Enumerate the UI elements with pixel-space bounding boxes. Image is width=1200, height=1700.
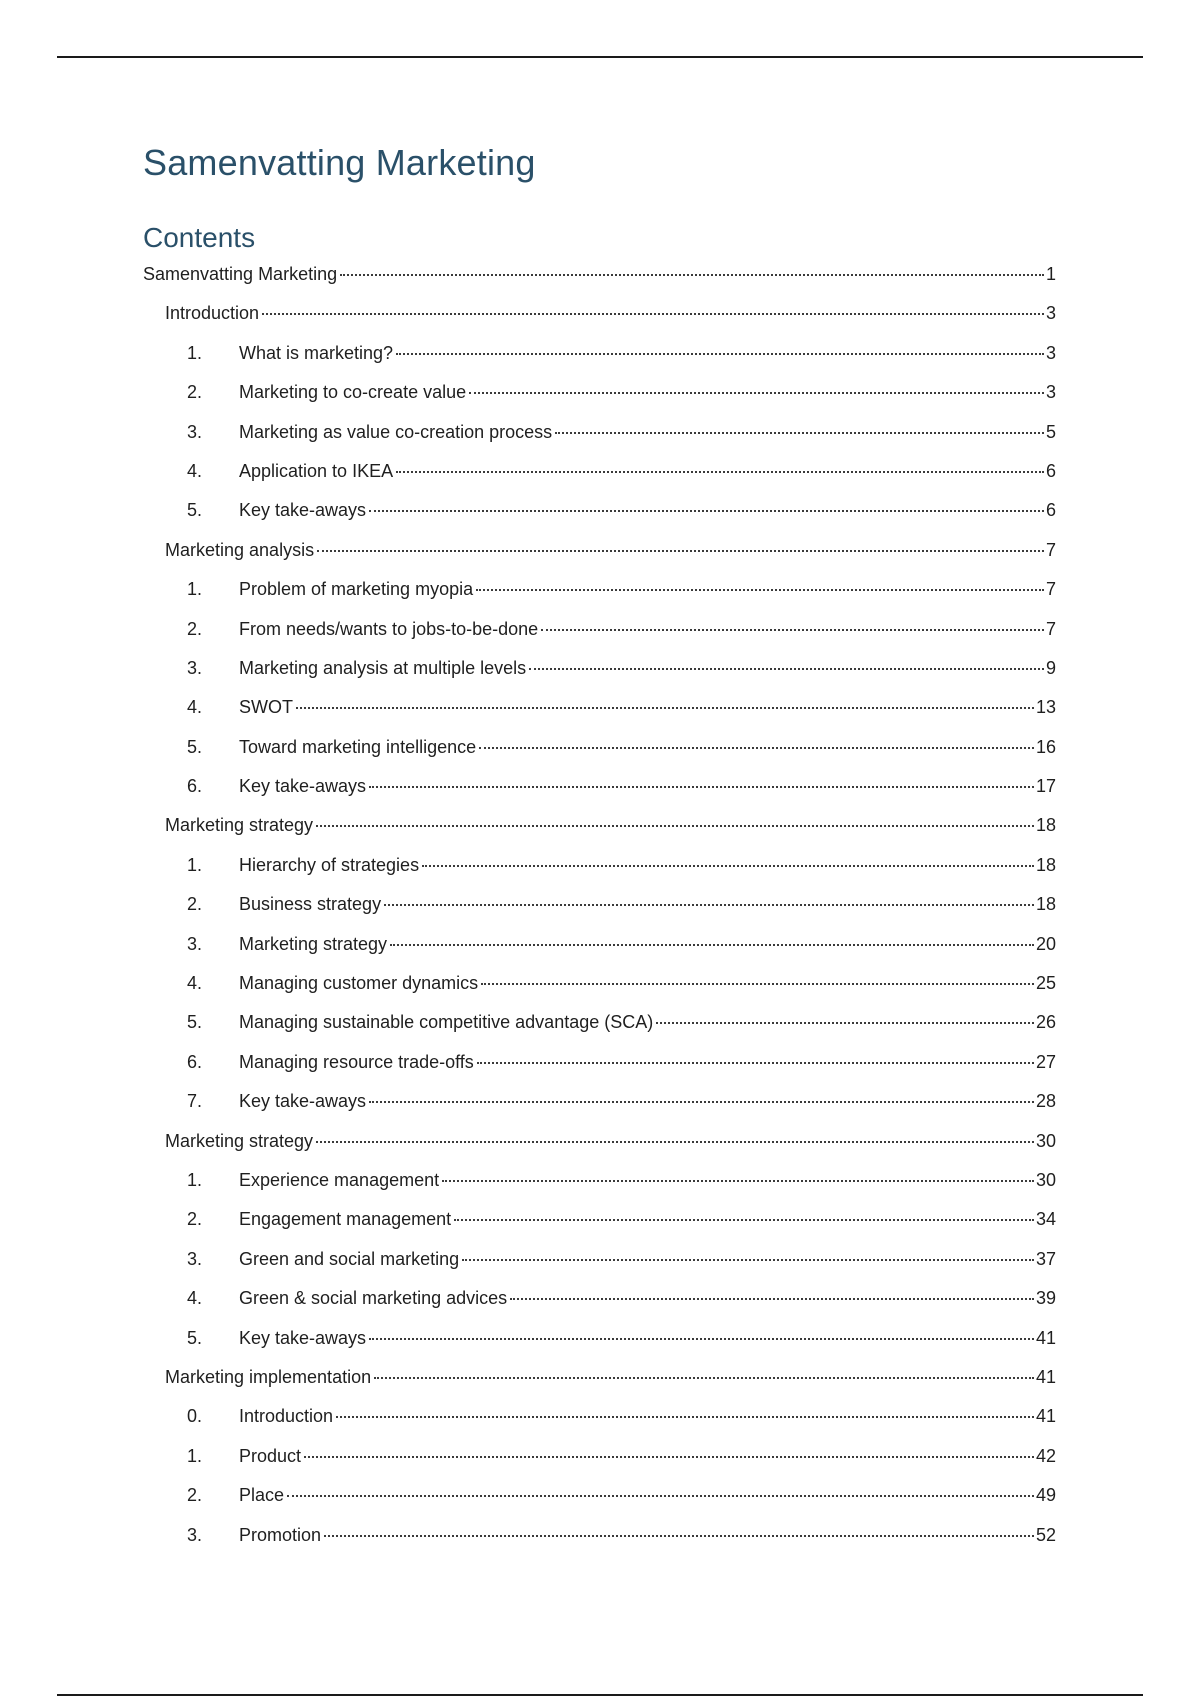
toc-entry-title: Application to IKEA	[239, 460, 394, 481]
toc-entry[interactable]	[143, 971, 1056, 1010]
toc-entry[interactable]	[143, 735, 1056, 774]
toc-entry-title: Key take-aways	[239, 776, 367, 797]
toc-entry-number: 6.	[187, 776, 203, 797]
toc-entry-number: 3.	[187, 1248, 203, 1269]
footer-rule	[57, 1694, 1143, 1696]
toc-dot-leader	[477, 1062, 1034, 1064]
toc-entry-number: 4.	[187, 697, 203, 718]
toc-entry-title: Introduction	[239, 1406, 334, 1427]
toc-dot-leader	[316, 825, 1034, 827]
toc-dot-leader	[541, 629, 1044, 631]
toc-dot-leader	[442, 1180, 1034, 1182]
toc-entry-title: SWOT	[239, 697, 293, 718]
toc-entry-title: Problem of marketing myopia	[239, 579, 474, 600]
toc-entry[interactable]	[143, 1010, 1056, 1049]
toc-entry-number: 2.	[187, 618, 203, 639]
toc-entry-title: From needs/wants to jobs-to-be-done	[239, 618, 539, 639]
toc-entry-number: 3.	[187, 1524, 203, 1545]
toc-entry-number: 5.	[187, 736, 203, 757]
toc-entry[interactable]	[143, 656, 1056, 695]
toc-entry-number: 1.	[187, 854, 203, 875]
toc-entry-number: 5.	[187, 500, 203, 521]
toc-entry-page-number: 17	[1035, 776, 1056, 797]
toc-entry-page-number: 9	[1045, 657, 1056, 678]
toc-entry-page-number: 34	[1035, 1209, 1056, 1230]
toc-entry[interactable]	[143, 1444, 1056, 1483]
toc-entry-title: Toward marketing intelligence	[239, 736, 477, 757]
toc-entry[interactable]	[143, 617, 1056, 656]
toc-dot-leader	[324, 1535, 1034, 1537]
toc-entry-page-number: 18	[1035, 815, 1056, 836]
toc-dot-leader	[374, 1377, 1034, 1379]
toc-entry-page-number: 26	[1035, 1012, 1056, 1033]
toc-dot-leader	[476, 589, 1044, 591]
toc-entry[interactable]	[143, 538, 1056, 577]
toc-entry-number: 3.	[187, 421, 203, 442]
toc-dot-leader	[510, 1298, 1034, 1300]
toc-entry[interactable]	[143, 1483, 1056, 1522]
toc-entry-page-number: 39	[1035, 1288, 1056, 1309]
toc-entry-page-number: 7	[1045, 539, 1056, 560]
toc-entry-page-number: 25	[1035, 973, 1056, 994]
toc-dot-leader	[656, 1022, 1034, 1024]
toc-dot-leader	[304, 1456, 1034, 1458]
toc-entry-page-number: 3	[1045, 303, 1056, 324]
toc-entry-title: Business strategy	[239, 894, 382, 915]
toc-entry-title: Green and social marketing	[239, 1248, 460, 1269]
toc-entry-page-number: 5	[1045, 421, 1056, 442]
toc-entry[interactable]	[143, 301, 1056, 340]
toc-entry[interactable]	[143, 262, 1056, 301]
toc-entry-title: Engagement management	[239, 1209, 452, 1230]
toc-entry-title: Experience management	[239, 1169, 440, 1190]
toc-entry-number: 2.	[187, 1485, 203, 1506]
toc-entry-number: 2.	[187, 382, 203, 403]
toc-entry[interactable]	[143, 459, 1056, 498]
toc-entry-number: 1.	[187, 1169, 203, 1190]
toc-dot-leader	[340, 274, 1044, 276]
toc-entry-page-number: 52	[1035, 1524, 1056, 1545]
toc-entry[interactable]	[143, 1129, 1056, 1168]
toc-entry[interactable]	[143, 380, 1056, 419]
toc-dot-leader	[369, 786, 1034, 788]
toc-entry[interactable]	[143, 813, 1056, 852]
toc-entry-title: Key take-aways	[239, 1091, 367, 1112]
toc-entry-title: Key take-aways	[239, 1327, 367, 1348]
toc-dot-leader	[384, 904, 1034, 906]
toc-entry-title: Place	[239, 1485, 285, 1506]
toc-entry-title: Marketing analysis at multiple levels	[239, 657, 527, 678]
toc-entry-title: Green & social marketing advices	[239, 1288, 508, 1309]
toc-entry-title: Introduction	[165, 303, 260, 324]
toc-entry-number: 1.	[187, 342, 203, 363]
toc-entry[interactable]	[143, 853, 1056, 892]
toc-entry-number: 2.	[187, 894, 203, 915]
toc-entry[interactable]	[143, 1207, 1056, 1246]
toc-entry[interactable]	[143, 892, 1056, 931]
toc-dot-leader	[369, 510, 1044, 512]
toc-entry[interactable]	[143, 695, 1056, 734]
toc-dot-leader	[316, 1141, 1034, 1143]
toc-dot-leader	[529, 668, 1044, 670]
toc-dot-leader	[396, 471, 1044, 473]
toc-entry[interactable]	[143, 1168, 1056, 1207]
header-rule	[57, 56, 1143, 58]
toc-entry[interactable]	[143, 1247, 1056, 1286]
toc-entry-number: 5.	[187, 1012, 203, 1033]
toc-entry-number: 5.	[187, 1327, 203, 1348]
toc-entry-number: 3.	[187, 933, 203, 954]
toc-entry-title: What is marketing?	[239, 342, 394, 363]
toc-entry-page-number: 18	[1035, 894, 1056, 915]
toc-entry-title: Samenvatting Marketing	[143, 264, 338, 284]
toc-entry-page-number: 30	[1035, 1130, 1056, 1151]
toc-entry-number: 4.	[187, 973, 203, 994]
toc-heading: Contents	[143, 222, 256, 253]
toc-entry[interactable]	[143, 1404, 1056, 1443]
toc-entry-title: Marketing analysis	[165, 539, 315, 560]
toc-entry-title: Marketing to co-create value	[239, 382, 467, 403]
toc-dot-leader	[287, 1495, 1034, 1497]
toc-entry[interactable]	[143, 1286, 1056, 1325]
toc-entry-page-number: 7	[1045, 618, 1056, 639]
toc-dot-leader	[296, 707, 1034, 709]
toc-entry-page-number: 13	[1035, 697, 1056, 718]
toc-entry-page-number: 41	[1035, 1327, 1056, 1348]
toc-dot-leader	[396, 353, 1044, 355]
toc-entry-title: Marketing strategy	[239, 933, 388, 954]
toc-entry-page-number: 30	[1035, 1169, 1056, 1190]
toc-entry-title: Managing customer dynamics	[239, 973, 479, 994]
toc-entry-page-number: 41	[1035, 1406, 1056, 1427]
toc-entry-page-number: 3	[1045, 342, 1056, 363]
toc-entry[interactable]	[143, 932, 1056, 971]
toc-dot-leader	[469, 392, 1044, 394]
toc-entry-number: 0.	[187, 1406, 203, 1427]
toc-entry-title: Promotion	[239, 1524, 322, 1545]
toc-entry-page-number: 37	[1035, 1248, 1056, 1269]
toc-entry[interactable]	[143, 498, 1056, 537]
toc-entry[interactable]	[143, 774, 1056, 813]
toc-dot-leader	[369, 1101, 1034, 1103]
toc-entry-number: 4.	[187, 1288, 203, 1309]
toc-entry-page-number: 27	[1035, 1051, 1056, 1072]
toc-entry-title: Key take-aways	[239, 500, 367, 521]
toc-dot-leader	[369, 1338, 1034, 1340]
toc-entry-title: Hierarchy of strategies	[239, 854, 420, 875]
toc-entry-page-number: 6	[1045, 500, 1056, 521]
toc-entry-page-number: 49	[1035, 1485, 1056, 1506]
toc-entry-number: 1.	[187, 579, 203, 600]
toc-entry-title: Marketing as value co-creation process	[239, 421, 553, 442]
toc-entry-page-number: 28	[1035, 1091, 1056, 1112]
toc-entry-page-number: 7	[1045, 579, 1056, 600]
toc-entry[interactable]	[143, 1326, 1056, 1365]
toc-entry-page-number: 3	[1045, 382, 1056, 403]
toc-dot-leader	[479, 747, 1034, 749]
toc-entry-page-number: 16	[1035, 736, 1056, 757]
toc-entry-page-number: 20	[1035, 933, 1056, 954]
toc-entry-number: 1.	[187, 1445, 203, 1466]
toc-dot-leader	[390, 944, 1034, 946]
toc-entry-page-number: 18	[1035, 854, 1056, 875]
toc-entry-page-number: 41	[1035, 1366, 1056, 1387]
toc-entry[interactable]	[143, 1523, 1056, 1562]
toc-dot-leader	[336, 1416, 1034, 1418]
toc-entry[interactable]	[143, 577, 1056, 616]
toc-entry[interactable]	[143, 420, 1056, 459]
toc-entry[interactable]	[143, 1089, 1056, 1128]
toc-entry[interactable]	[143, 1050, 1056, 1089]
toc-dot-leader	[262, 313, 1044, 315]
toc-entry-number: 4.	[187, 460, 203, 481]
table-of-contents	[143, 262, 1056, 1562]
toc-entry-title: Marketing implementation	[165, 1366, 372, 1387]
toc-entry-title: Product	[239, 1445, 302, 1466]
toc-entry[interactable]	[143, 341, 1056, 380]
toc-entry-number: 7.	[187, 1091, 203, 1112]
toc-dot-leader	[555, 432, 1044, 434]
toc-entry-number: 2.	[187, 1209, 203, 1230]
toc-entry-title: Marketing strategy	[165, 1130, 314, 1151]
toc-entry[interactable]	[143, 1365, 1056, 1404]
toc-entry-title: Managing resource trade-offs	[239, 1051, 474, 1072]
toc-entry-page-number: 1	[1045, 264, 1056, 284]
toc-entry-title: Marketing strategy	[165, 815, 314, 836]
toc-dot-leader	[422, 865, 1034, 867]
toc-entry-page-number: 42	[1035, 1445, 1056, 1466]
toc-entry-number: 6.	[187, 1051, 203, 1072]
toc-dot-leader	[481, 983, 1034, 985]
toc-entry-title: Managing sustainable competitive advantage (SCA)	[239, 1012, 654, 1033]
toc-dot-leader	[462, 1259, 1034, 1261]
toc-entry-number: 3.	[187, 657, 203, 678]
document-title: Samenvatting Marketing	[143, 142, 536, 183]
toc-entry-page-number: 6	[1045, 460, 1056, 481]
toc-dot-leader	[454, 1219, 1034, 1221]
toc-dot-leader	[317, 550, 1044, 552]
